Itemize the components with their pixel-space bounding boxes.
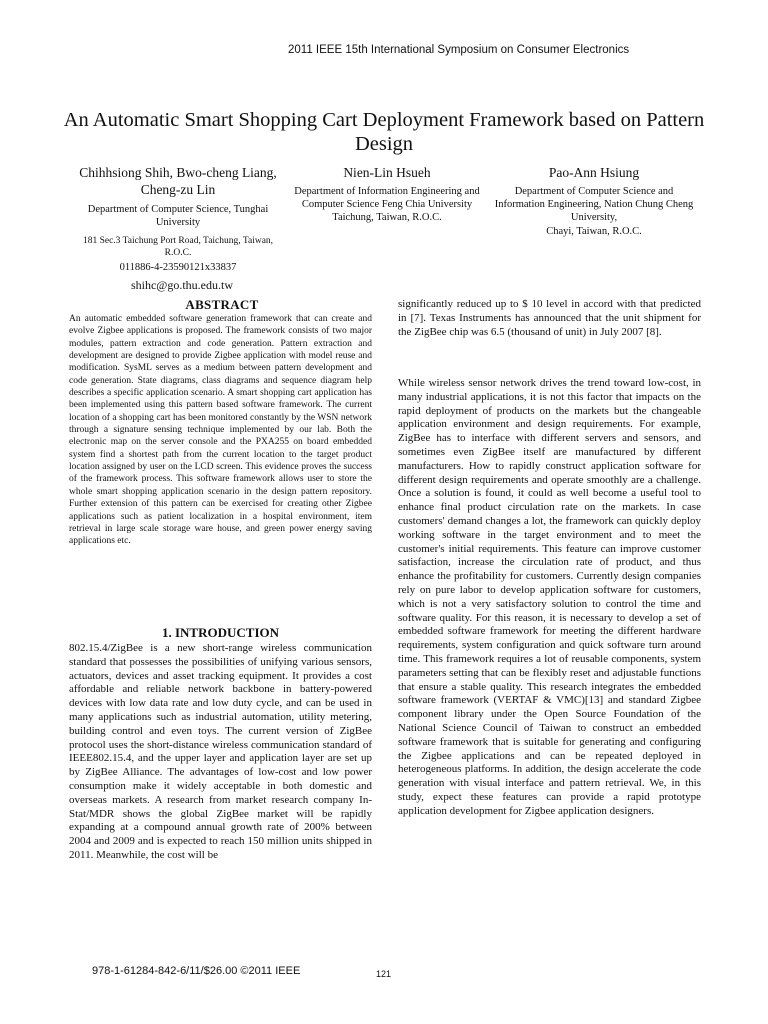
abstract-heading: ABSTRACT (185, 297, 259, 312)
author-name: Pao-Ann Hsiung (548, 165, 640, 180)
introduction-text: 802.15.4/ZigBee is a new short-range wireless communication standard that possesses the possibilities of unifying various sensors, actuators, devices and asset tracking equipment. It provides a cost affordable and reliable network backbone in battery-powered devices with low data rate and low duty cycle, and can be used in many applications such as industrial automation, utility metering, building control and even toys. The current version of ZigBee protocol uses the short-distance wireless communication standard of IEEE802.15.4, and the upper layer and application layer are set up by ZigBee Alliance. The advantages of low-cost and low power consumption make it widely acceptable in both domestic and overseas markets. A research from market research company In-Stat/MDR shows the global ZigBee market will be rapidly expanding at a compound annual growth rate of 200% between 2004 and 2009 and is expected to reach 150 million units shipped in 2011. Meanwhile, the cost will be (69, 642, 372, 861)
author-name: Chihhsiong Shih, Bwo-cheng Liang, Cheng-zu Lin (79, 165, 277, 197)
author-block-2 (282, 164, 492, 225)
author-affiliation: Department of Computer Science, Tunghai University (87, 204, 269, 229)
author-name: Nien-Lin Hsueh (343, 165, 431, 180)
author-address: Taichung, Taiwan, R.O.C. (332, 212, 442, 224)
author-affiliation: Department of Information Engineering and Computer Science Feng Chia University (294, 186, 480, 211)
author-email: shihc@go.thu.edu.tw (130, 278, 234, 292)
author-address: Chayi, Taiwan, R.O.C. (546, 225, 642, 237)
author-address: 181 Sec.3 Taichung Port Road, Taichung, Taiwan, R.O.C. (82, 236, 274, 259)
footer-isbn: 978-1-61284-842-6/11/$26.00 ©2011 IEEE (92, 965, 301, 977)
author-block-1 (72, 164, 284, 274)
author-affiliation: Department of Computer Science and Information Engineering, Nation Chung Cheng University, (494, 186, 694, 224)
right-column-paragraph-2: While wireless sensor network drives the trend toward low-cost, in many industrial applications, it is not this factor that impacts on the rapid deployment of products on the markets but the changeable application environment and design requirements. For example, ZigBee has to interface with different servers and sensors, and sometimes even ZigBee itself are manufactured by different manufacturers. How to rapidly construct application software for different design requirements and operate smoothly are a challenge. Once a solution is found, it could as well become a useful tool to enhance final product circulation rate on the markets. In case customers' demand changes a lot, the framework can quickly deploy working software in the target environment and to meet the customer's initial requirements. This feature can improve customer satisfaction, increase the circulation rate of product, and thus enhance the profitability for customers. Currently design companies rely on pure labor to develop application software for customers, which is not a very satisfactory solution to control the time and software quality. For this reason, it is necessary to develop a set of embedded software framework for meeting the different hardware requirements, system configuration and quick software turn around time. This framework requires a lot of reusable components, system parameters setting that can be flexibly reset and adjustable functions that ensure a stable quality. This research integrates the embedded software framework (VERTAF & VMC)[13] and standard Zigbee component library under the Open Source Foundation of the National Science Council of Taiwan to construct an embedded software framework that is suitable for generating and configuring the Zigbee applications and can be repeated deployed in heterogeneous platforms. In addition, the design accelerate the code generation with visual interface and pattern retrieval. We, in this study, expect these features can provide a rapid prototype application development for Zigbee application designers. (398, 377, 701, 817)
abstract-text: An automatic embedded software generation framework that can create and evolve Zigbee applications is proposed. The framework consists of two major modules, pattern extraction and code generation. Pattern extraction and development are designed to provide Zigbee application with model reuse and modification. SysML serves as a medium between pattern development and code generation. State diagrams, class diagrams and sequence diagram help describes a specific application scenario. A smart shopping cart application has been implemented using this pattern based software framework. The current location of a shopping cart has been monitored constantly by the WSN network through a signature sensing technique implemented by our lab. Both the electronic map on the server console and the PXA255 on board embedded system find a shortest path from the current location to the target product location assigned by user on the LCD screen. This evidence proves the success of the framework process. This software framework allows user to store the whole smart shopping application scenario in the design pattern repository. Further extension of this pattern can be exercised for creating other Zigbee applications such as patient localization in a hospital environment, item retrieval in large scale storage ware house, and green power energy saving applications etc. (69, 314, 372, 547)
author-block-3 (494, 164, 694, 238)
conference-header: 2011 IEEE 15th International Symposium on Consumer Electronics (288, 44, 630, 56)
paper-title: An Automatic Smart Shopping Cart Deployment Framework based on Pattern Design (63, 109, 705, 155)
right-column-paragraph-1: significantly reduced up to $ 10 level in accord with that predicted in [7]. Texas Instruments has announced that the unit shipment for the ZigBee chip was 6.5 (thousand of unit) in July 2007 [8]. (398, 298, 701, 338)
author-phone: 011886-4-23590121x33837 (119, 262, 237, 274)
page-number: 121 (376, 969, 392, 979)
introduction-heading: 1. INTRODUCTION (161, 625, 279, 640)
